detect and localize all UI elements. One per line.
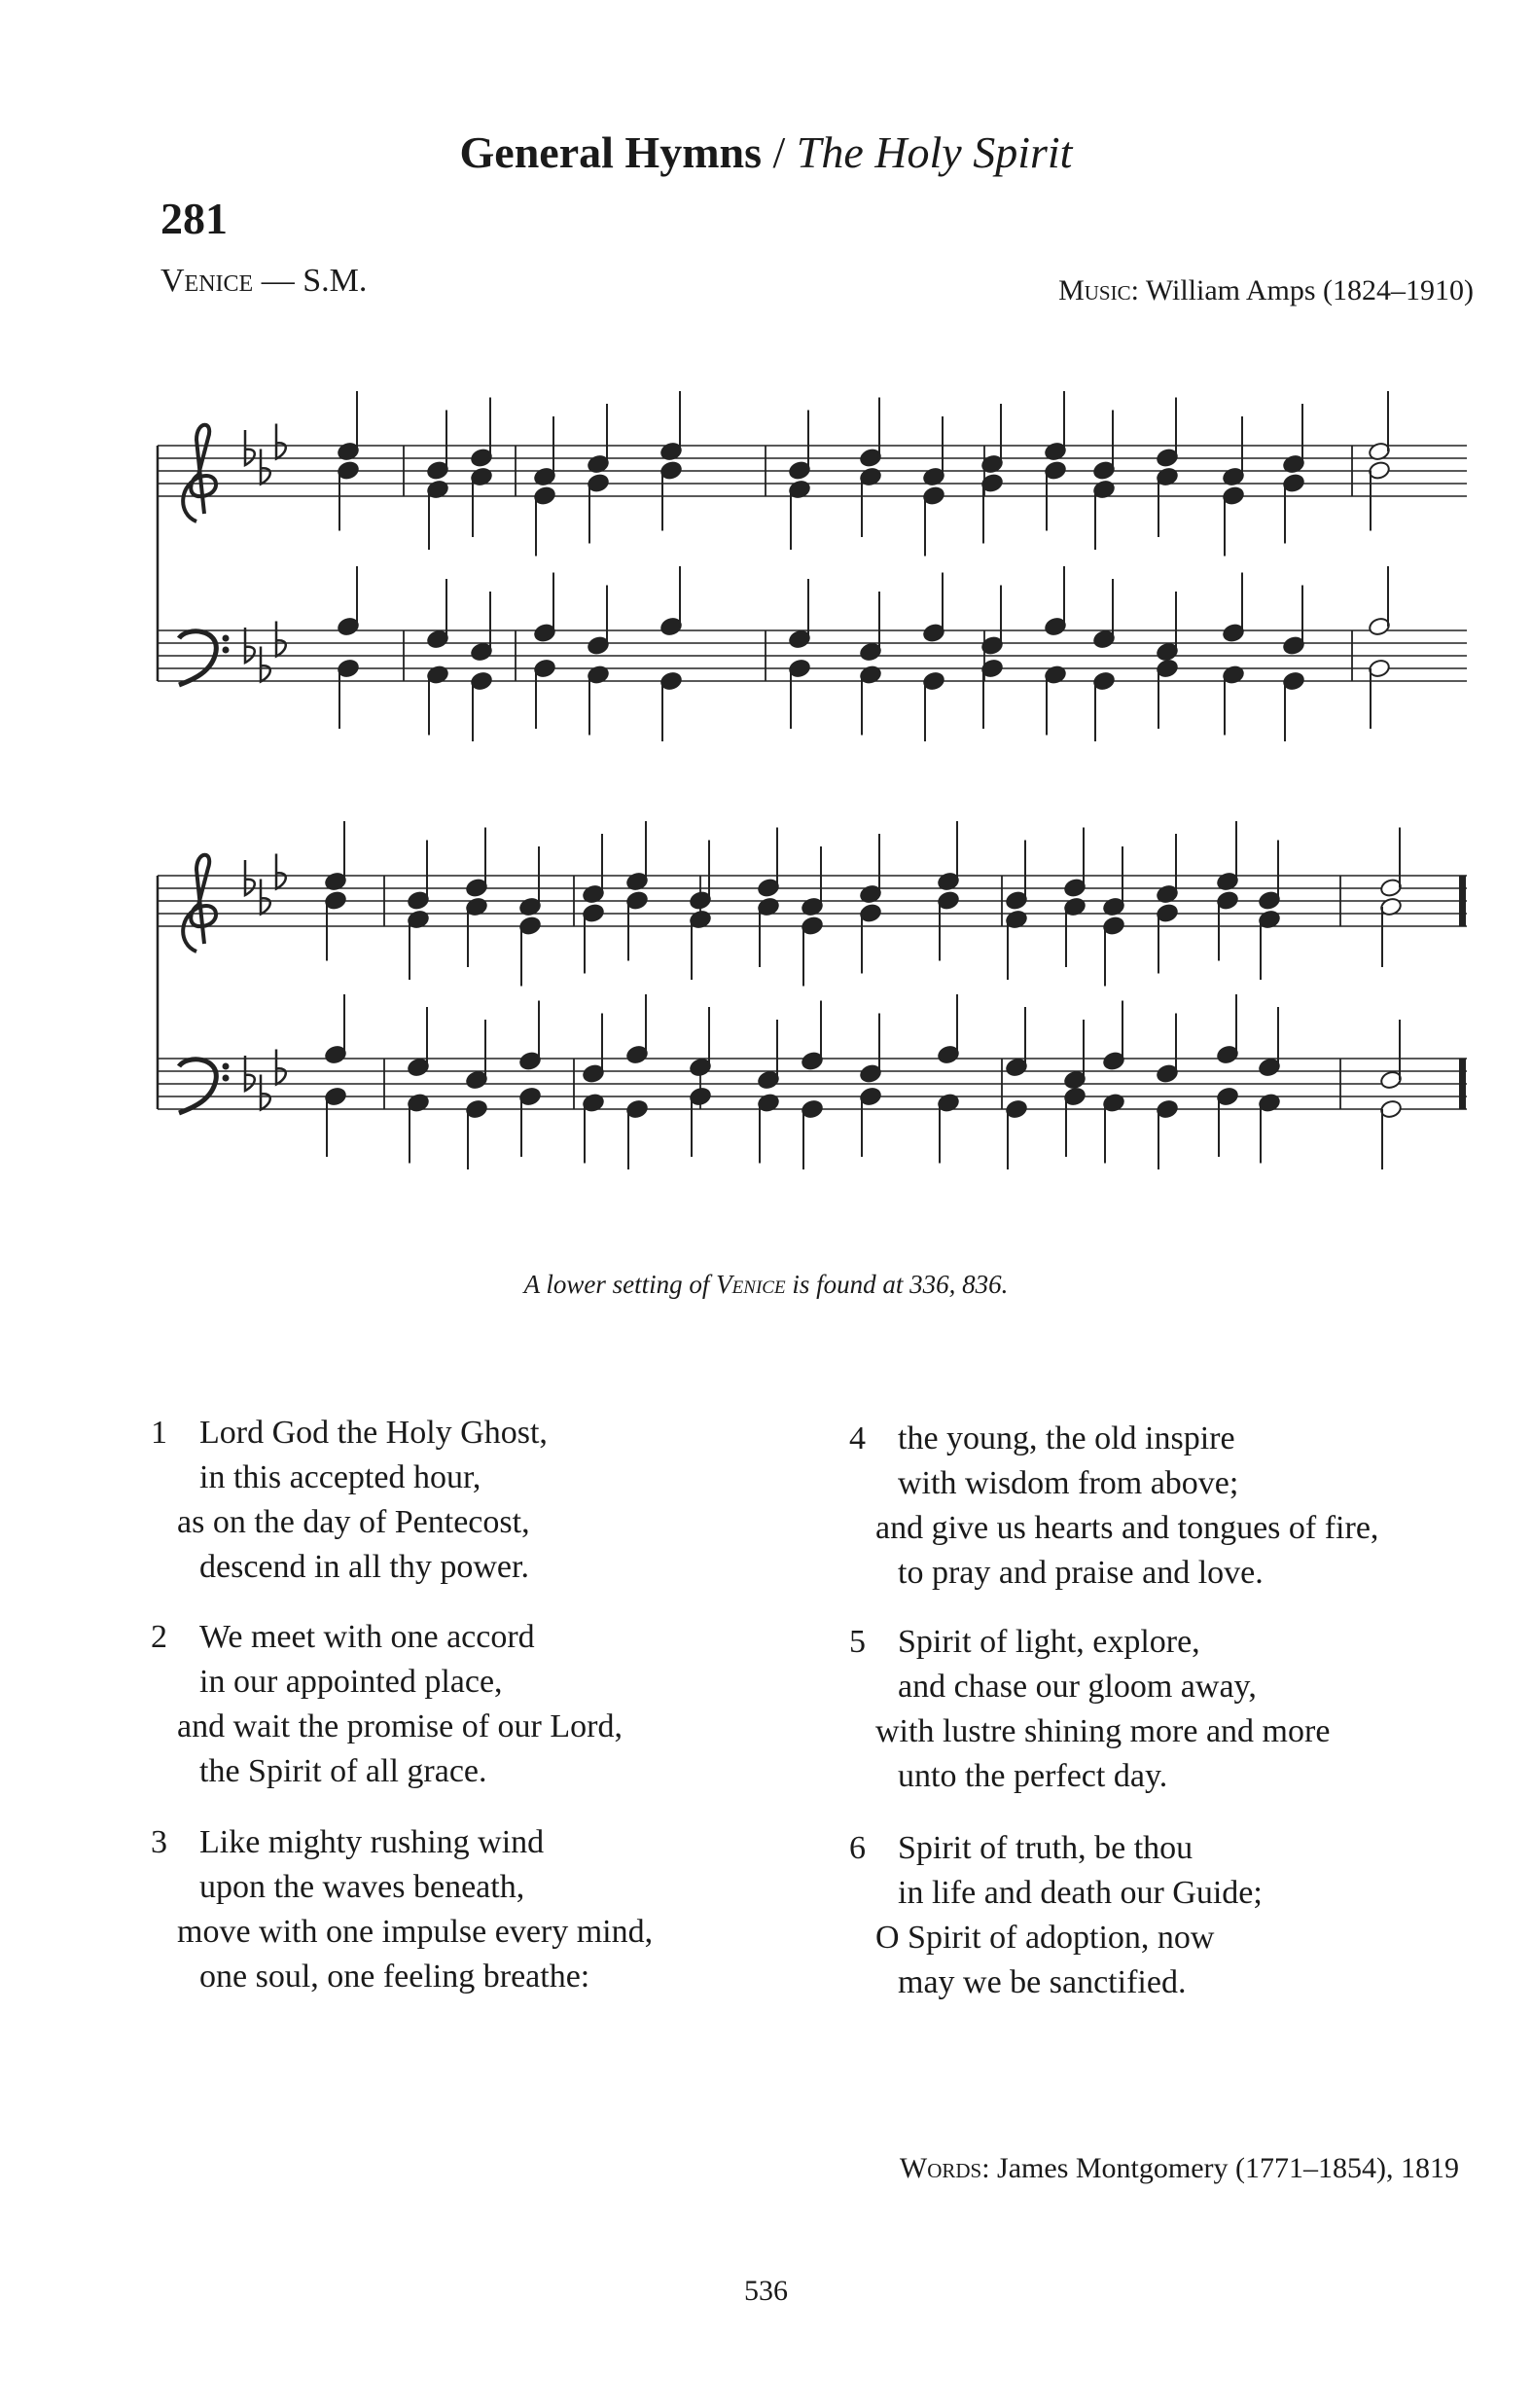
music-label: Music: <box>1058 274 1139 306</box>
bass-clef-icon <box>179 1060 216 1113</box>
verse-number: 2 <box>151 1619 167 1655</box>
clef-dot <box>223 1063 230 1070</box>
verse-line: and give us hearts and tongues of fire, <box>875 1510 1379 1546</box>
bass-clef-icon <box>179 631 216 685</box>
score-system-1 <box>158 391 1467 741</box>
flat-icon <box>245 860 255 895</box>
note-suffix: is found at 336, 836. <box>785 1270 1009 1299</box>
verse-line: Like mighty rushing wind <box>199 1824 545 1860</box>
note-prefix: A lower setting of <box>523 1270 717 1299</box>
verse-number: 3 <box>151 1824 167 1860</box>
hymn-number: 281 <box>160 194 228 243</box>
flat-icon <box>245 430 255 465</box>
verse-1 <box>151 1411 832 1590</box>
music-composer: William Amps (1824–1910) <box>1145 274 1474 306</box>
page-number: 536 <box>744 2275 788 2307</box>
words-author: James Montgomery (1771–1854), 1819 <box>997 2152 1459 2184</box>
flat-icon <box>261 647 270 682</box>
verse-line: the young, the old inspire <box>898 1420 1235 1456</box>
verse-line: unto the perfect day. <box>898 1758 1168 1794</box>
verse-line: Lord God the Holy Ghost, <box>199 1415 548 1451</box>
lower-setting-note <box>0 1270 1532 1300</box>
note-tune: Venice <box>716 1270 786 1299</box>
header-separator: / <box>762 127 797 177</box>
verse-number: 6 <box>849 1830 866 1866</box>
verse-2 <box>151 1615 832 1794</box>
verse-number: 1 <box>151 1415 167 1451</box>
verse-line: with wisdom from above; <box>898 1465 1239 1501</box>
verse-line: upon the waves beneath, <box>199 1869 525 1905</box>
final-barline <box>1459 1059 1466 1109</box>
flat-icon <box>276 854 286 889</box>
verse-line: in our appointed place, <box>199 1664 503 1700</box>
verse-line: We meet with one accord <box>199 1619 535 1655</box>
flat-icon <box>261 880 270 915</box>
verse-line: in this accepted hour, <box>199 1459 481 1495</box>
flat-icon <box>245 1056 255 1091</box>
verse-5 <box>849 1620 1511 1799</box>
meter: — S.M. <box>261 263 368 299</box>
verse-number: 4 <box>849 1420 866 1456</box>
verse-6 <box>849 1826 1511 2005</box>
verse-line: with lustre shining more and more <box>875 1713 1331 1749</box>
verse-line: Spirit of truth, be thou <box>898 1830 1194 1866</box>
verse-line: as on the day of Pentecost, <box>177 1504 530 1540</box>
music-score <box>0 360 1532 1255</box>
verse-3 <box>151 1820 832 1999</box>
verse-4 <box>849 1417 1511 1596</box>
verse-number: 5 <box>849 1624 866 1660</box>
treble-clef-icon <box>183 855 216 952</box>
verse-line: descend in all thy power. <box>199 1549 529 1585</box>
final-barline <box>1459 876 1466 926</box>
verse-line: move with one impulse every mind, <box>177 1914 654 1950</box>
section-title: General Hymns <box>459 127 763 177</box>
verse-line: one soul, one feeling breathe: <box>199 1959 590 1995</box>
flat-icon <box>276 1050 286 1085</box>
verse-line: may we be sanctified. <box>898 1964 1187 2000</box>
verse-line: Spirit of light, explore, <box>898 1624 1200 1660</box>
tune-line <box>160 263 367 300</box>
flat-icon <box>276 424 286 459</box>
subsection-title: The Holy Spirit <box>796 127 1073 177</box>
words-label: Words: <box>899 2152 990 2184</box>
score-system-2 <box>158 821 1467 1169</box>
verse-line: O Spirit of adoption, now <box>875 1920 1215 1956</box>
verse-line: and wait the promise of our Lord, <box>177 1708 623 1744</box>
clef-dot <box>223 1075 230 1082</box>
flat-icon <box>261 449 270 485</box>
music-credit <box>1058 274 1474 307</box>
flat-icon <box>261 1075 270 1110</box>
verse-line: in life and death our Guide; <box>898 1875 1263 1911</box>
page-header <box>0 126 1532 178</box>
tune-name: Venice <box>160 263 254 299</box>
verse-line: and chase our gloom away, <box>898 1669 1257 1705</box>
flat-icon <box>276 622 286 657</box>
clef-dot <box>223 635 230 642</box>
clef-dot <box>223 647 230 654</box>
treble-clef-icon <box>183 425 216 521</box>
verse-line: to pray and praise and love. <box>898 1555 1264 1591</box>
flat-icon <box>245 628 255 663</box>
words-credit <box>900 2152 1459 2185</box>
verse-line: the Spirit of all grace. <box>199 1753 487 1789</box>
